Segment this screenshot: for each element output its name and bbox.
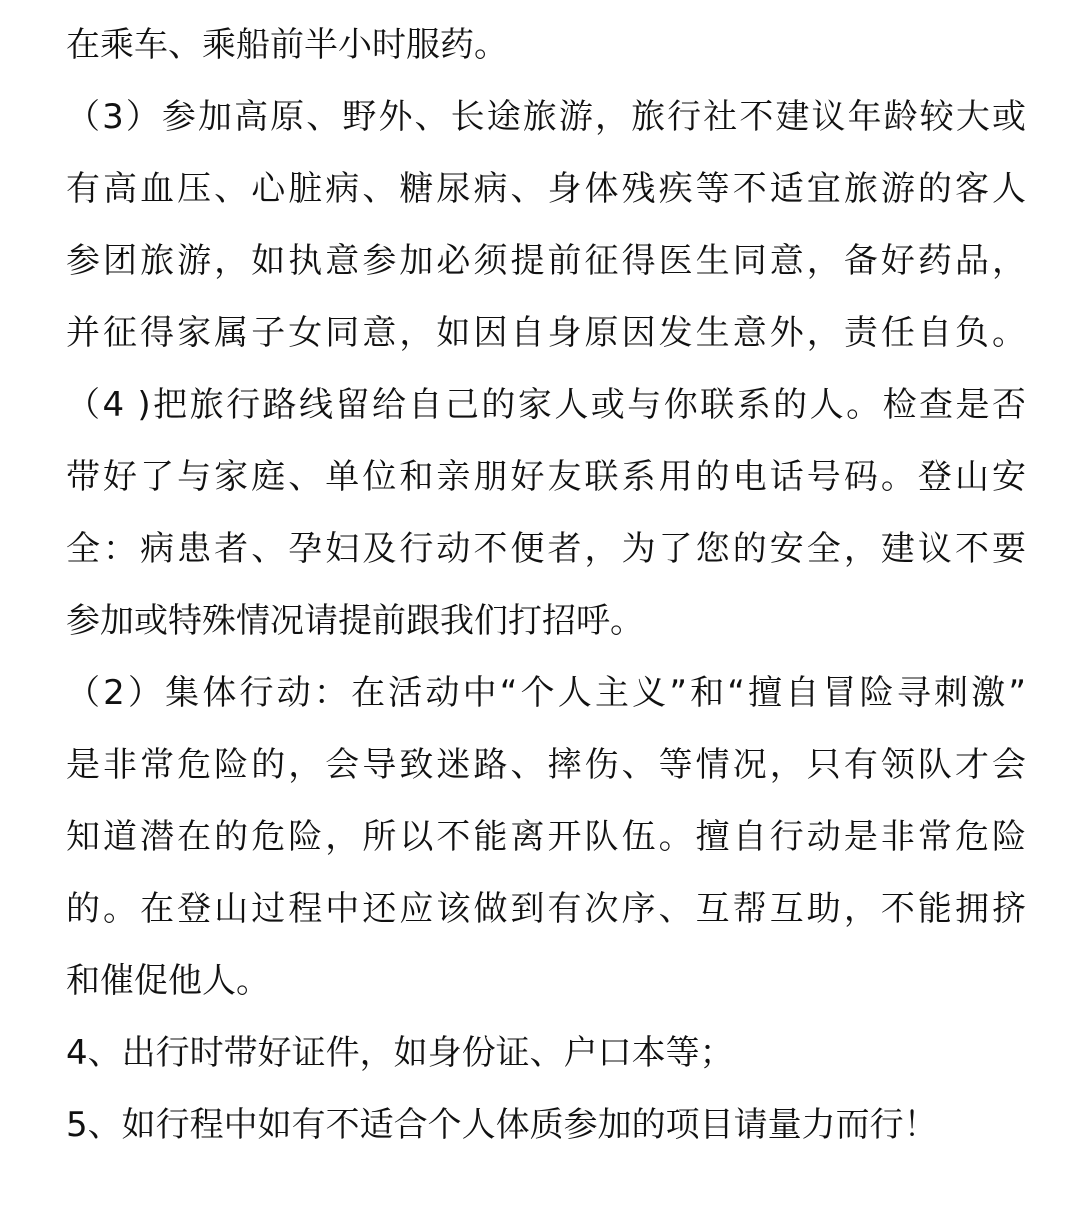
text-line: 知道潜在的危险，所以不能离开队伍。擅自行动是非常危险 bbox=[66, 817, 1026, 857]
text-line: （4 )把旅行路线留给自己的家人或与你联系的人。检查是否 bbox=[66, 385, 1026, 425]
text-line: 和催促他人。 bbox=[66, 961, 270, 1001]
text-line: 全：病患者、孕妇及行动不便者，为了您的安全，建议不要 bbox=[66, 529, 1026, 569]
text-line: 在乘车、乘船前半小时服药。 bbox=[66, 25, 508, 65]
text-line: 的。在登山过程中还应该做到有次序、互帮互助，不能拥挤 bbox=[66, 889, 1026, 929]
text-line: 并征得家属子女同意，如因自身原因发生意外，责任自负。 bbox=[66, 313, 1026, 353]
document-body bbox=[66, 17, 1026, 1169]
text-line: 有高血压、心脏病、糖尿病、身体残疾等不适宜旅游的客人 bbox=[66, 169, 1026, 209]
text-line: （2）集体行动：在活动中“个人主义”和“擅自冒险寻刺激” bbox=[66, 673, 1026, 713]
text-line: 4、出行时带好证件，如身份证、户口本等； bbox=[66, 1033, 734, 1073]
text-line: 参团旅游，如执意参加必须提前征得医生同意，备好药品， bbox=[66, 241, 1026, 281]
text-line: 参加或特殊情况请提前跟我们打招呼。 bbox=[66, 601, 644, 641]
text-line: 是非常危险的，会导致迷路、摔伤、等情况，只有领队才会 bbox=[66, 745, 1026, 785]
text-line: 5、如行程中如有不适合个人体质参加的项目请量力而行！ bbox=[66, 1105, 938, 1145]
text-line: （3）参加高原、野外、长途旅游，旅行社不建议年龄较大或 bbox=[66, 97, 1026, 137]
text-line: 带好了与家庭、单位和亲朋好友联系用的电话号码。登山安 bbox=[66, 457, 1026, 497]
